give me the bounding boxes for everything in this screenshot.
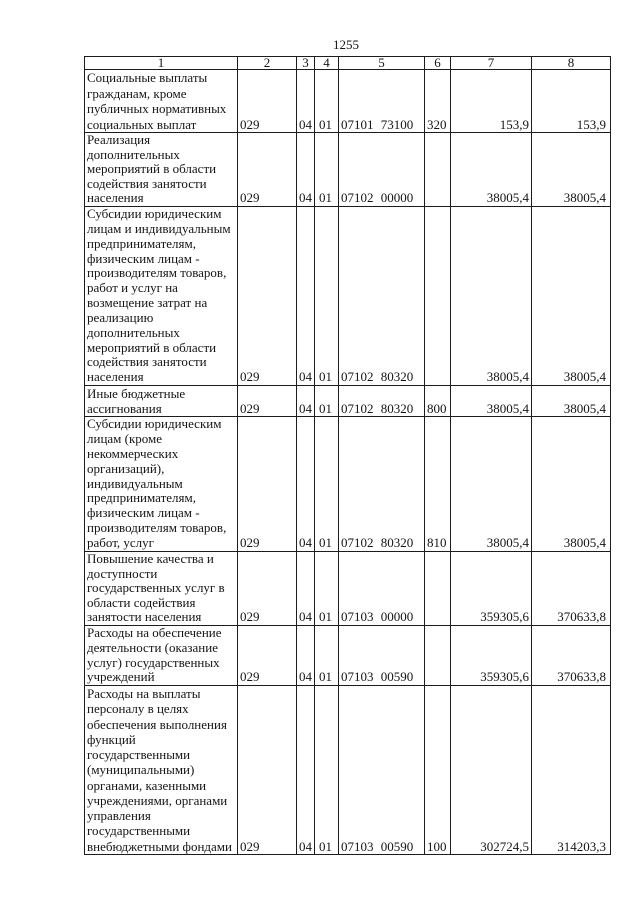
- amount-col7-cell: 38005,4: [451, 417, 532, 552]
- ministry-code-cell: 029: [238, 133, 297, 207]
- description-cell: Субсидии юридическим лицам (кроме некоммерческих организаций), индивидуальным предпринимателям, физическим лицам - производителям товаров, работ, услуг: [85, 417, 238, 552]
- column-number-header: 6: [425, 57, 451, 70]
- section-code-cell: 04: [297, 70, 315, 133]
- column-number-header: 5: [339, 57, 425, 70]
- section-code-cell: 04: [297, 386, 315, 417]
- table-row: [85, 207, 611, 386]
- table-row: [85, 70, 611, 133]
- description-cell: Расходы на обеспечение деятельности (оказание услуг) государственных учреждений: [85, 626, 238, 686]
- expense-type-code-cell: [425, 133, 451, 207]
- subsection-code-cell: 01: [315, 552, 339, 626]
- table-row: [85, 686, 611, 855]
- expense-type-code-cell: 810: [425, 417, 451, 552]
- amount-col7-cell: 38005,4: [451, 386, 532, 417]
- column-number-header: 1: [85, 57, 238, 70]
- amount-col7-cell: 302724,5: [451, 686, 532, 855]
- section-code-cell: 04: [297, 417, 315, 552]
- section-code-cell: 04: [297, 207, 315, 386]
- description-cell: Субсидии юридическим лицам и индивидуальным предпринимателям, физическим лицам - производителям товаров, работ и услуг на возмещение затрат на реализацию дополнительных мероприятий в области содействия занятости населения: [85, 207, 238, 386]
- column-number-header: 8: [532, 57, 611, 70]
- target-article-code-cell: 07103 00590: [339, 626, 425, 686]
- target-article-code-cell: 07102 80320: [339, 417, 425, 552]
- description-cell: Расходы на выплаты персоналу в целях обеспечения выполнения функций государственными (муниципальными) органами, казенными учреждениями, органами управления государственными внебюджетными фондами: [85, 686, 238, 855]
- description-cell: Повышение качества и доступности государственных услуг в области содействия занятости населения: [85, 552, 238, 626]
- expense-type-code-cell: 800: [425, 386, 451, 417]
- amount-col8-cell: 38005,4: [532, 417, 611, 552]
- subsection-code-cell: 01: [315, 386, 339, 417]
- ministry-code-cell: 029: [238, 417, 297, 552]
- table-row: [85, 133, 611, 207]
- column-number-header: 4: [315, 57, 339, 70]
- table-header-row: [85, 57, 611, 70]
- target-article-code-cell: 07103 00000: [339, 552, 425, 626]
- amount-col8-cell: 314203,3: [532, 686, 611, 855]
- ministry-code-cell: 029: [238, 552, 297, 626]
- amount-col8-cell: 38005,4: [532, 386, 611, 417]
- amount-col8-cell: 153,9: [532, 70, 611, 133]
- target-article-code-cell: 07101 73100: [339, 70, 425, 133]
- table-row: [85, 552, 611, 626]
- amount-col8-cell: 370633,8: [532, 626, 611, 686]
- section-code-cell: 04: [297, 133, 315, 207]
- subsection-code-cell: 01: [315, 207, 339, 386]
- section-code-cell: 04: [297, 552, 315, 626]
- amount-col8-cell: 38005,4: [532, 207, 611, 386]
- subsection-code-cell: 01: [315, 417, 339, 552]
- target-article-code-cell: 07102 80320: [339, 386, 425, 417]
- target-article-code-cell: 07103 00590: [339, 686, 425, 855]
- column-number-header: 2: [238, 57, 297, 70]
- description-cell: Реализация дополнительных мероприятий в области содействия занятости населения: [85, 133, 238, 207]
- column-number-header: 7: [451, 57, 532, 70]
- subsection-code-cell: 01: [315, 686, 339, 855]
- expense-type-code-cell: 320: [425, 70, 451, 133]
- section-code-cell: 04: [297, 626, 315, 686]
- table-row: [85, 626, 611, 686]
- description-cell: Иные бюджетные ассигнования: [85, 386, 238, 417]
- amount-col7-cell: 359305,6: [451, 552, 532, 626]
- ministry-code-cell: 029: [238, 207, 297, 386]
- expense-type-code-cell: 100: [425, 686, 451, 855]
- ministry-code-cell: 029: [238, 686, 297, 855]
- amount-col8-cell: 370633,8: [532, 552, 611, 626]
- budget-table: [84, 56, 611, 855]
- subsection-code-cell: 01: [315, 133, 339, 207]
- subsection-code-cell: 01: [315, 626, 339, 686]
- expense-type-code-cell: [425, 626, 451, 686]
- amount-col7-cell: 38005,4: [451, 133, 532, 207]
- expense-type-code-cell: [425, 552, 451, 626]
- target-article-code-cell: 07102 00000: [339, 133, 425, 207]
- subsection-code-cell: 01: [315, 70, 339, 133]
- column-number-header: 3: [297, 57, 315, 70]
- expense-type-code-cell: [425, 207, 451, 386]
- target-article-code-cell: 07102 80320: [339, 207, 425, 386]
- amount-col7-cell: 153,9: [451, 70, 532, 133]
- description-cell: Социальные выплаты гражданам, кроме публичных нормативных социальных выплат: [85, 70, 238, 133]
- section-code-cell: 04: [297, 686, 315, 855]
- amount-col7-cell: 359305,6: [451, 626, 532, 686]
- amount-col8-cell: 38005,4: [532, 133, 611, 207]
- ministry-code-cell: 029: [238, 626, 297, 686]
- amount-col7-cell: 38005,4: [451, 207, 532, 386]
- table-row: [85, 417, 611, 552]
- table-row: [85, 386, 611, 417]
- page-number: 1255: [333, 37, 359, 52]
- ministry-code-cell: 029: [238, 70, 297, 133]
- ministry-code-cell: 029: [238, 386, 297, 417]
